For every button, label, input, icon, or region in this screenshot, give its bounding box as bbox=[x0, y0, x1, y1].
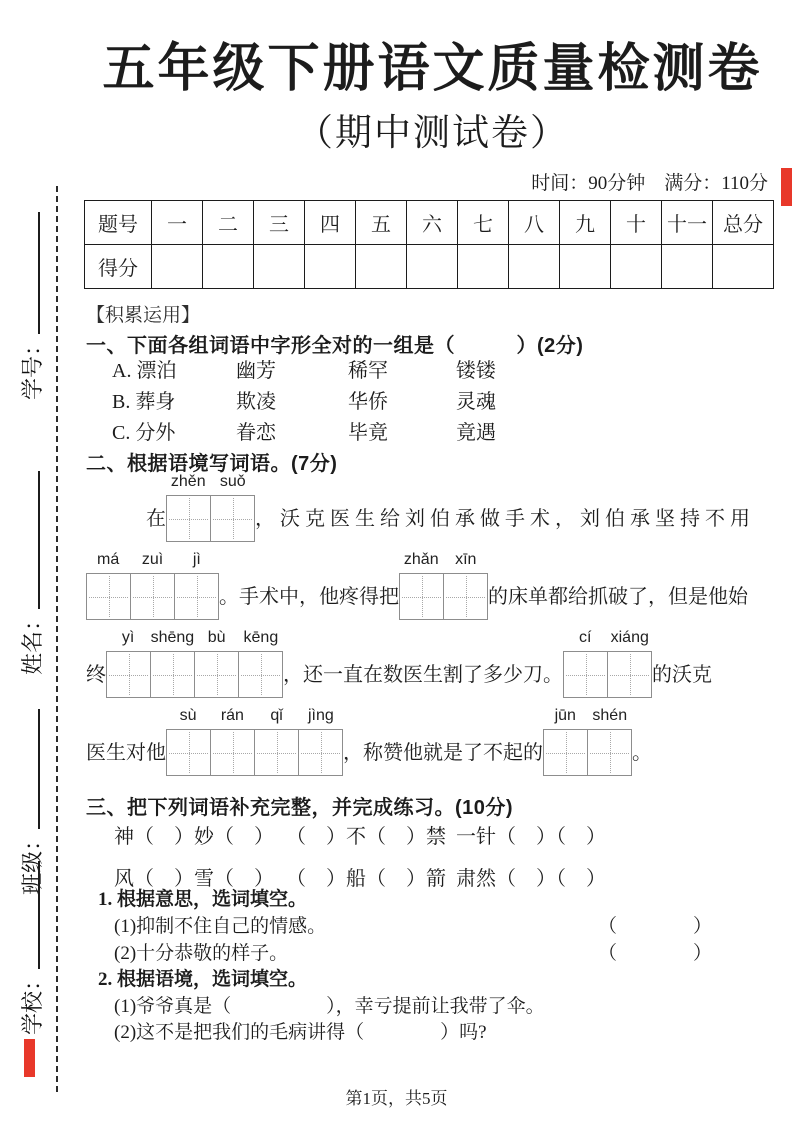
q2-line-4-pre: 医生对他 bbox=[86, 742, 166, 764]
question-number-cell: 五 bbox=[356, 201, 407, 245]
q3-stem: 三、把下列词语补充完整，并完成练习。(10分) bbox=[86, 797, 514, 819]
writing-grid bbox=[543, 729, 632, 776]
question-number-cell: 四 bbox=[305, 201, 356, 245]
question-number-cell: 六 bbox=[407, 201, 458, 245]
red-corner-mark-bottom-left bbox=[24, 1039, 35, 1077]
q1-option-c-word: 毕竟 bbox=[348, 422, 388, 444]
idiom-blank-item: （ ）不（ ）禁 bbox=[286, 826, 446, 848]
q3-sub1-item-1: (1)抑制不住自己的情感。 bbox=[114, 916, 327, 937]
writing-cell bbox=[210, 729, 255, 776]
pinyin-row bbox=[563, 629, 652, 651]
score-input-cell bbox=[611, 245, 662, 289]
pinyin-row bbox=[106, 629, 283, 651]
q2-line-1-pre: 在 bbox=[146, 508, 166, 530]
pinyin-syllable: cí bbox=[579, 629, 592, 646]
q2-line-4 bbox=[86, 707, 652, 776]
q1-option-b-word: 灵魂 bbox=[456, 391, 496, 413]
q1-option-b-word: 华侨 bbox=[348, 391, 388, 413]
q2-line-2-boxgroup-1 bbox=[86, 551, 219, 620]
writing-cell bbox=[543, 729, 588, 776]
q1-option-c-word: 竟遇 bbox=[456, 422, 496, 444]
question-number-cell: 三 bbox=[254, 201, 305, 245]
pinyin-syllable: bù bbox=[207, 629, 226, 646]
q2-line-4-boxgroup-1 bbox=[166, 707, 343, 776]
q2-stem: 二、根据语境写词语。(7分) bbox=[86, 453, 338, 475]
table-row bbox=[85, 201, 774, 245]
q1-options bbox=[112, 360, 496, 444]
score-input-cell bbox=[407, 245, 458, 289]
writing-cell bbox=[174, 573, 219, 620]
idiom-blank-item: 肃然（ ）（ ） bbox=[456, 868, 606, 890]
writing-cell bbox=[587, 729, 632, 776]
q2-line-2 bbox=[86, 551, 748, 620]
pinyin-syllable: shén bbox=[592, 707, 628, 724]
pinyin-syllable: qǐ bbox=[270, 707, 283, 724]
score-input-cell bbox=[713, 245, 774, 289]
q1-option-a-word: A. 漂泊 bbox=[112, 360, 177, 382]
pinyin-syllable: xiáng bbox=[610, 629, 649, 646]
table-row bbox=[85, 245, 774, 289]
question-number-cell: 二 bbox=[203, 201, 254, 245]
school-label: 学校： bbox=[20, 968, 45, 1035]
q2-line-4-boxgroup-2 bbox=[543, 707, 632, 776]
school-blank bbox=[36, 861, 40, 969]
class-blank bbox=[36, 709, 40, 829]
score-input-cell bbox=[203, 245, 254, 289]
pinyin-syllable: sù bbox=[179, 707, 197, 724]
pinyin-row bbox=[399, 551, 488, 573]
q2-line-1 bbox=[146, 473, 755, 542]
pinyin-syllable: xīn bbox=[455, 551, 477, 568]
writing-cell bbox=[443, 573, 488, 620]
q2-line-3 bbox=[86, 629, 712, 698]
q1-option-b-word: 欺凌 bbox=[236, 391, 276, 413]
question-number-cell: 九 bbox=[560, 201, 611, 245]
pinyin-syllable: zhěn bbox=[170, 473, 206, 490]
question-number-cell: 一 bbox=[152, 201, 203, 245]
table-corner-cell: 题号 bbox=[85, 201, 152, 245]
q2-line-2-tail: 的床单都给抓破了，但是他始 bbox=[488, 586, 748, 608]
q1-stem: 一、下面各组词语中字形全对的一组是（ ）(2分) bbox=[86, 335, 584, 357]
pinyin-row bbox=[543, 707, 632, 729]
writing-grid bbox=[563, 651, 652, 698]
q3-sub2-head: 2. 根据语境，选词填空。 bbox=[98, 969, 308, 990]
exam-meta: 时间：90分钟 满分：110分 bbox=[531, 173, 768, 194]
red-corner-mark-top-right bbox=[781, 168, 792, 206]
writing-cell bbox=[166, 495, 211, 542]
score-input-cell bbox=[152, 245, 203, 289]
q2-line-4-text: ，称赞他就是了不起的 bbox=[343, 742, 543, 764]
student-name-field bbox=[16, 471, 47, 675]
q2-line-3-pre: 终 bbox=[86, 664, 106, 686]
idiom-blank-item: 风（ ）雪（ ） bbox=[114, 868, 274, 890]
q3-sub2-item-1: (1)爷爷真是（ ），幸亏提前让我带了伞。 bbox=[114, 996, 545, 1017]
sidebar-dashed-divider bbox=[56, 186, 58, 1092]
q2-line-1-text: ，沃克医生给刘伯承做手术，刘伯承坚持不用 bbox=[255, 508, 755, 530]
question-number-cell: 七 bbox=[458, 201, 509, 245]
score-input-cell bbox=[662, 245, 713, 289]
pinyin-row bbox=[166, 707, 343, 729]
pinyin-syllable: jūn bbox=[554, 707, 576, 724]
q2-line-4-tail: 。 bbox=[632, 742, 652, 764]
q3-idiom-rows bbox=[114, 820, 606, 891]
q1-option-a-word: 稀罕 bbox=[348, 360, 388, 382]
pinyin-syllable: zuì bbox=[141, 551, 164, 568]
q1-option-c-word: C. 分外 bbox=[112, 422, 176, 444]
q3-sub1-head: 1. 根据意思，选词填空。 bbox=[98, 889, 308, 910]
student-id-blank bbox=[36, 212, 40, 334]
writing-cell bbox=[298, 729, 343, 776]
score-input-cell bbox=[458, 245, 509, 289]
student-name-label: 姓名： bbox=[20, 608, 45, 675]
q1-option-a-word: 幽芳 bbox=[236, 360, 276, 382]
q2-line-3-tail: 的沃克 bbox=[652, 664, 712, 686]
school-field bbox=[16, 861, 47, 1035]
class-label: 班级： bbox=[20, 828, 45, 895]
writing-grid bbox=[106, 651, 283, 698]
writing-cell bbox=[86, 573, 131, 620]
score-input-cell bbox=[254, 245, 305, 289]
score-input-cell bbox=[509, 245, 560, 289]
writing-cell bbox=[238, 651, 283, 698]
q2-line-1-boxgroup bbox=[166, 473, 255, 542]
pinyin-syllable: yì bbox=[121, 629, 135, 646]
student-name-blank bbox=[36, 471, 40, 609]
writing-cell bbox=[130, 573, 175, 620]
question-number-cell: 八 bbox=[509, 201, 560, 245]
score-input-cell bbox=[356, 245, 407, 289]
writing-grid bbox=[399, 573, 488, 620]
total-score-cell: 总分 bbox=[713, 201, 774, 245]
q2-line-3-boxgroup-2 bbox=[563, 629, 652, 698]
q1-option-c-word: 眷恋 bbox=[236, 422, 276, 444]
q1-option-a-word: 镂镂 bbox=[456, 360, 496, 382]
q3-sub1-item-2: (2)十分恭敬的样子。 bbox=[114, 943, 289, 964]
score-input-cell bbox=[305, 245, 356, 289]
answer-blank: （ ） bbox=[598, 916, 713, 937]
q2-line-3-text: ，还一直在数医生割了多少刀。 bbox=[283, 664, 563, 686]
pinyin-syllable: má bbox=[97, 551, 120, 568]
score-label-cell: 得分 bbox=[85, 245, 152, 289]
student-id-field bbox=[16, 212, 47, 400]
writing-cell bbox=[399, 573, 444, 620]
writing-cell bbox=[210, 495, 255, 542]
page-number: 第1页，共5页 bbox=[345, 1089, 448, 1108]
pinyin-syllable: rán bbox=[220, 707, 244, 724]
writing-cell bbox=[563, 651, 608, 698]
pinyin-row bbox=[166, 473, 255, 495]
pinyin-syllable: shēng bbox=[150, 629, 195, 646]
q2-line-3-boxgroup-1 bbox=[106, 629, 283, 698]
pinyin-row bbox=[86, 551, 219, 573]
pinyin-syllable: kēng bbox=[243, 629, 279, 646]
answer-blank: （ ） bbox=[598, 943, 713, 964]
writing-cell bbox=[150, 651, 195, 698]
pinyin-syllable: suǒ bbox=[219, 473, 246, 490]
q2-line-2-boxgroup-2 bbox=[399, 551, 488, 620]
writing-cell bbox=[106, 651, 151, 698]
writing-grid bbox=[86, 573, 219, 620]
question-number-cell: 十一 bbox=[662, 201, 713, 245]
section-accumulation-label: 【积累运用】 bbox=[86, 305, 201, 326]
pinyin-syllable: jì bbox=[192, 551, 201, 568]
idiom-blank-item: 一针（ ）（ ） bbox=[456, 826, 606, 848]
pinyin-syllable: zhǎn bbox=[403, 551, 439, 568]
page-subtitle: （期中测试卷） bbox=[296, 113, 569, 154]
score-input-cell bbox=[560, 245, 611, 289]
score-table bbox=[84, 200, 774, 289]
idiom-blank-item: （ ）船（ ）箭 bbox=[286, 868, 446, 890]
writing-cell bbox=[194, 651, 239, 698]
pinyin-syllable: jìng bbox=[307, 707, 334, 724]
question-number-cell: 十 bbox=[611, 201, 662, 245]
writing-cell bbox=[166, 729, 211, 776]
writing-cell bbox=[607, 651, 652, 698]
student-id-label: 学号： bbox=[20, 333, 45, 400]
q3-sub2-item-2: (2)这不是把我们的毛病讲得（ ）吗? bbox=[114, 1022, 487, 1043]
q1-option-b-word: B. 葬身 bbox=[112, 391, 176, 413]
writing-grid bbox=[166, 729, 343, 776]
idiom-blank-item: 神（ ）妙（ ） bbox=[114, 826, 274, 848]
writing-cell bbox=[254, 729, 299, 776]
page-title: 五年级下册语文质量检测卷 bbox=[102, 41, 763, 98]
q2-line-2-text: 。手术中，他疼得把 bbox=[219, 586, 399, 608]
writing-grid bbox=[166, 495, 255, 542]
